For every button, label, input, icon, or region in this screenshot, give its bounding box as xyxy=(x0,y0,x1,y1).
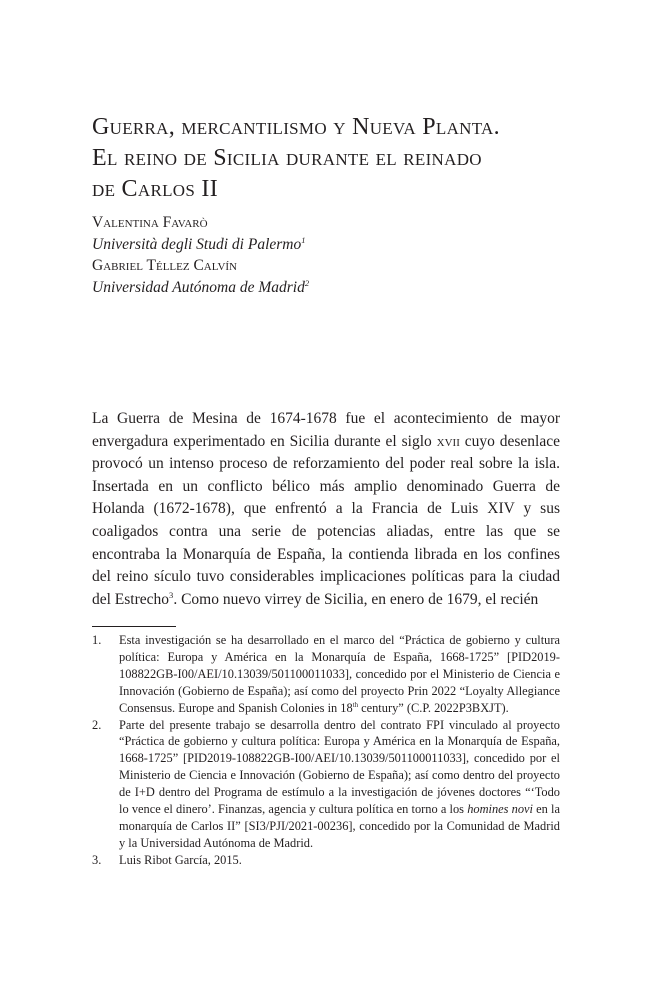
article-title xyxy=(92,112,572,205)
author-affiliation: Universidad Autónoma de Madrid$^2$ xyxy=(92,277,310,296)
title-line: de Carlos II xyxy=(92,176,218,202)
footnotes xyxy=(92,632,560,869)
author-block xyxy=(92,212,572,298)
footnote-2: 2. Parte del presente trabajo se desarrolla dentro del contrato FPI vinculado al proyecto “Práctica de gobierno y cultura política: Europa y América en la Monarquía de España, 1668-1725” [PID2019-108822GB-I00/AEI/10.13039/501100011033], concedido por el Ministerio de Ciencia e Innovación (Gobierno de España); así como dentro del proyecto de I+D dentro del Programa de estímulo a la investigación de jóvenes doctores “‘Todo lo vence el dinero’. Finanzas, agencia y cultura política en torno a los homines novi en la monarquía de Carlos II” [SI3/PJI/2021-00236], concedido por la Comunidad de Madrid y la Universidad Autónoma de Madrid. xyxy=(92,717,560,850)
footnote-ref[interactable]: 3 xyxy=(169,589,174,600)
footnote-number: 3. xyxy=(92,852,102,867)
author-name: Gabriel Téllez Calvín xyxy=(92,257,237,274)
century-numeral: xvii xyxy=(436,432,460,450)
footnote-separator xyxy=(92,626,176,627)
body-paragraph: La Guerra de Mesina de 1674-1678 fue el acontecimiento de mayor envergadura experimentado en Sicilia durante el siglo xvii cuyo desenlace provocó un intenso proceso de reforzamiento del poder real sobre la isla. Insertada en un conflicto bélico más amplio denominado Guerra de Holanda (1672-1678), que enfrentó a la Francia de Luis XIV y sus coaligados contra una serie de potencias aliadas, entre las que se encontraba la Monarquía de España, la contienda librada en los confines del reino sículo tuvo considerables implicaciones políticas para la ciudad del Estrecho$^3$. Como nuevo virrey de Sicilia, en enero de 1679, el recién xyxy=(92,410,560,608)
title-line: El reino de Sicilia durante el reinado xyxy=(92,145,482,171)
footnote-1: 1. Esta investigación se ha desarrollado en el marco del “Práctica de gobierno y cultura política: Europa y América en la Monarquía de España, 1668-1725” [PID2019-108822GB-I00/AEI/10.13039/501100011033], concedido por el Ministerio de Ciencia e Innovación (Gobierno de España); así como del proyecto Prin 2022 “Loyalty Allegiance Consensus. Europe and Spanish Colonies in 18th century” (C.P. 2022P3BXJT). xyxy=(92,633,560,715)
title-line: Guerra, mercantilismo y Nueva Planta. xyxy=(92,114,500,140)
author-affiliation: Università degli Studi di Palermo$^1$ xyxy=(92,234,306,253)
footnote-3: 3. Luis Ribot García, 2015. xyxy=(92,852,242,867)
footnote-ref[interactable]: 2 xyxy=(304,277,310,288)
footnote-number: 2. xyxy=(92,717,102,732)
author-name: Valentina Favarò xyxy=(92,214,208,231)
footnote-number: 1. xyxy=(92,633,102,647)
footnote-ref[interactable]: 1 xyxy=(301,234,306,245)
